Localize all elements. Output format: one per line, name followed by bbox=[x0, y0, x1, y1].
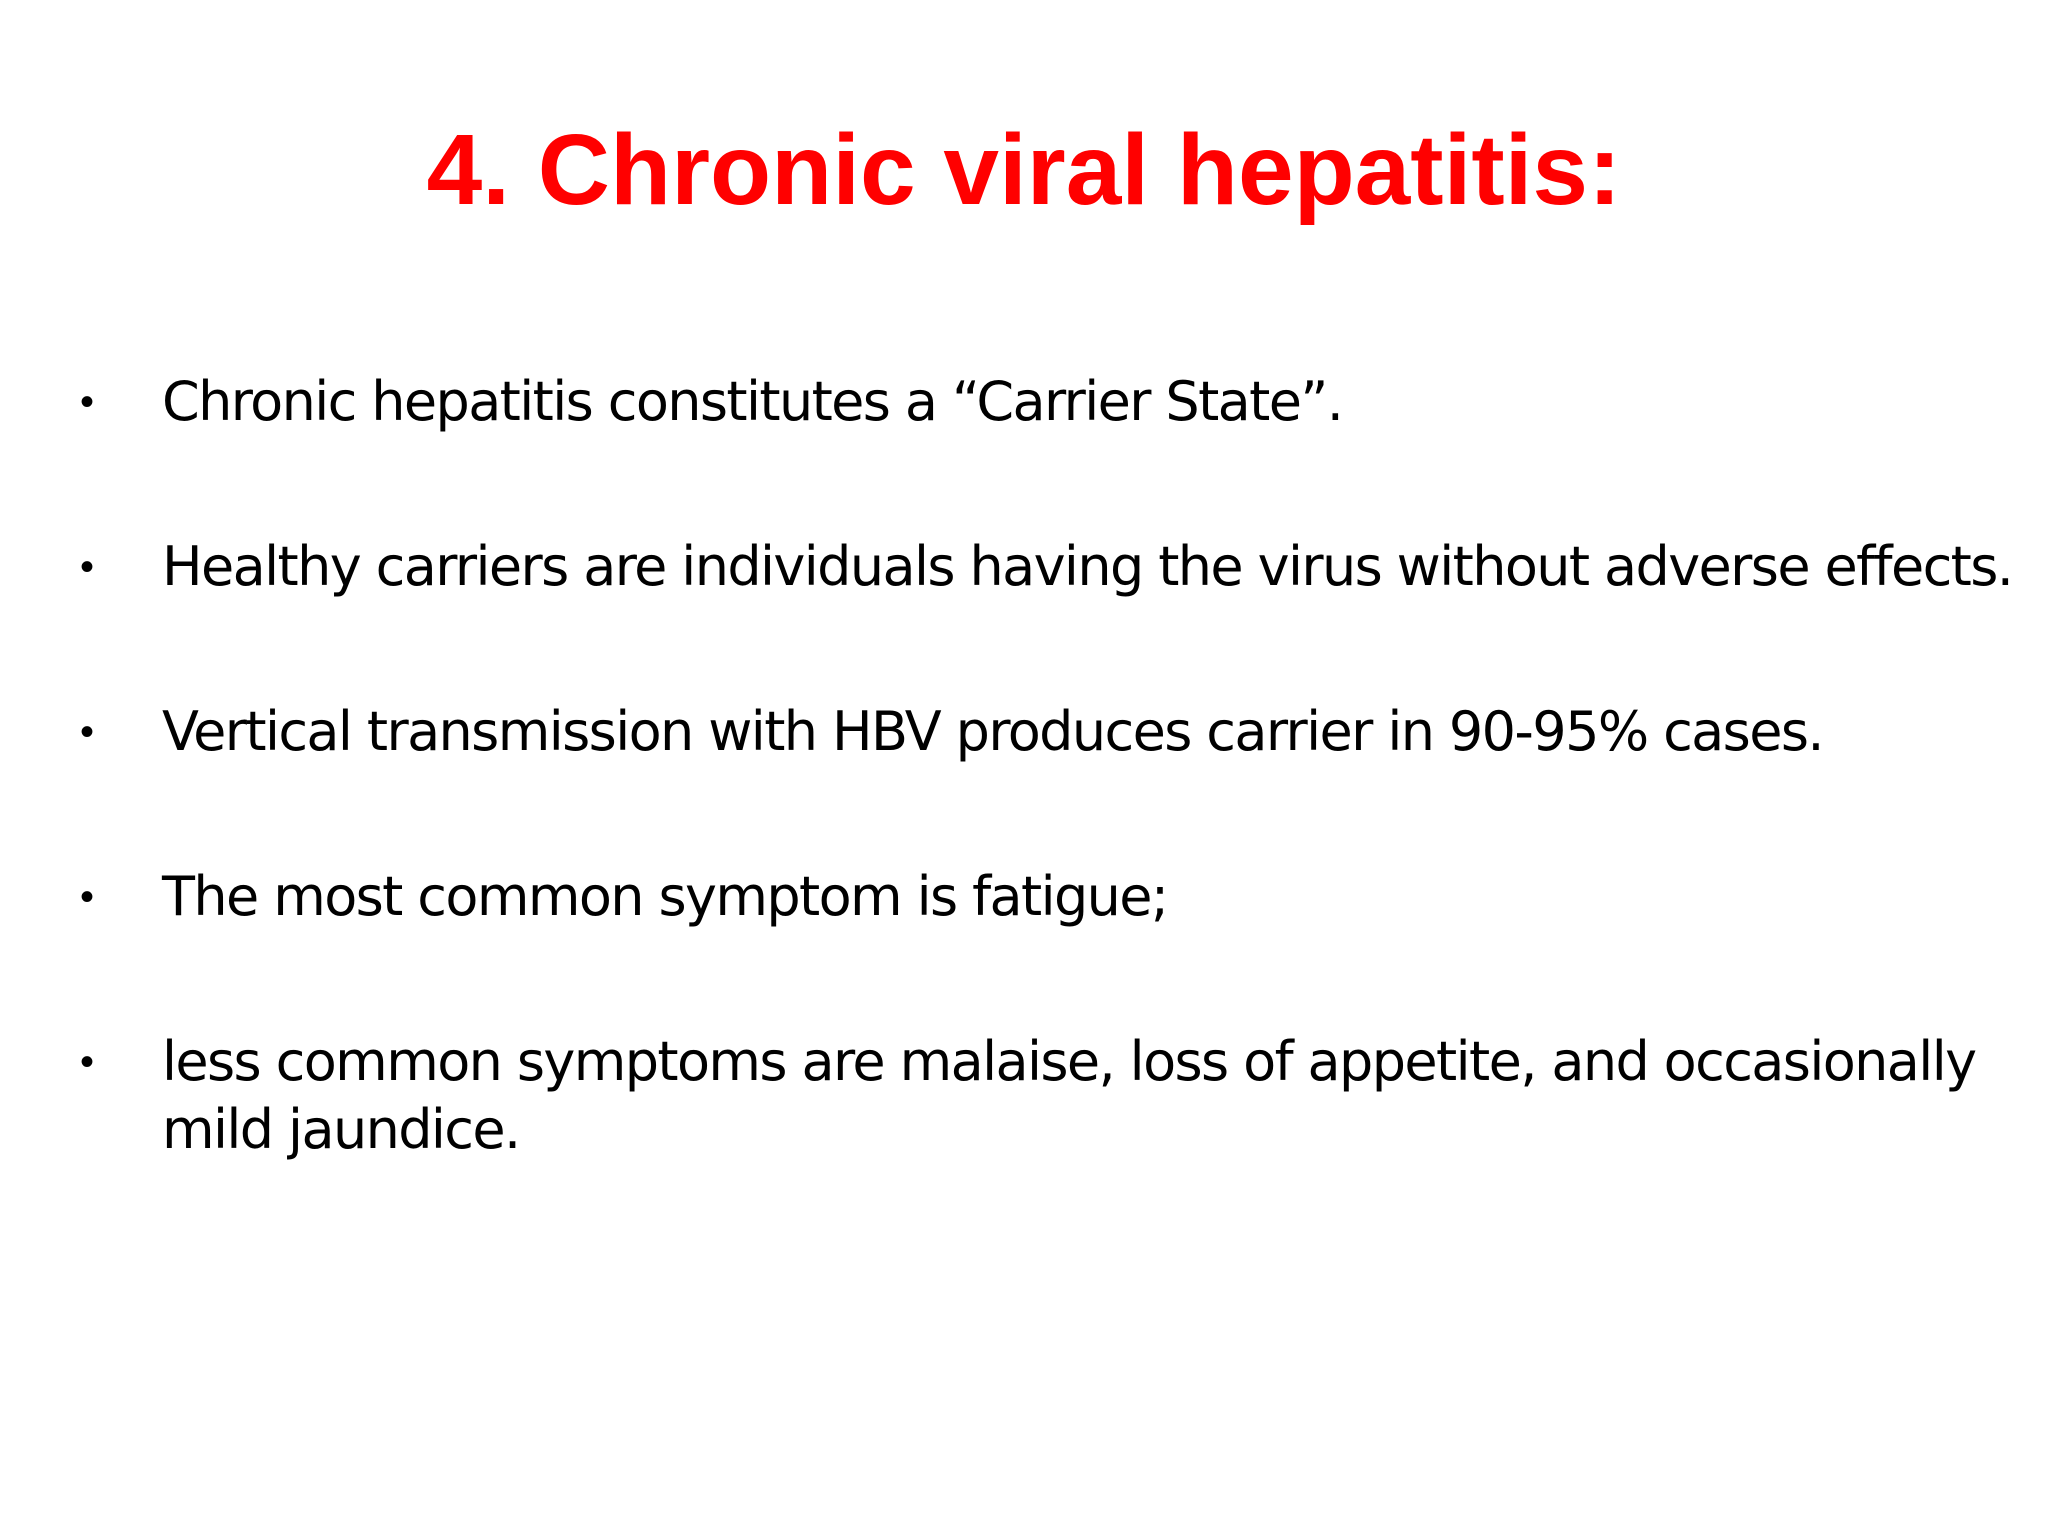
bullet-text: less common symptoms are malaise, loss of appetite, and occasionally mild jaundice. bbox=[162, 1030, 1976, 1161]
bullet-item bbox=[80, 368, 2030, 436]
bullet-dot-icon: • bbox=[80, 380, 95, 424]
bullet-item bbox=[80, 863, 2030, 931]
bullet-item bbox=[80, 533, 2030, 601]
bullet-text: Chronic hepatitis constitutes a “Carrier State”. bbox=[162, 370, 1343, 433]
bullet-item bbox=[80, 698, 2030, 766]
bullet-dot-icon: • bbox=[80, 1040, 95, 1084]
bullet-dot-icon: • bbox=[80, 545, 95, 589]
bullet-dot-icon: • bbox=[80, 710, 95, 754]
slide-title: 4. Chronic viral hepatitis: bbox=[426, 114, 1622, 226]
bullet-item bbox=[80, 1028, 2030, 1164]
bullet-text: The most common symptom is fatigue; bbox=[162, 865, 1168, 928]
bullet-text: Healthy carriers are individuals having the virus without adverse effects. bbox=[162, 535, 2013, 598]
bullet-text: Vertical transmission with HBV produces carrier in 90-95% cases. bbox=[162, 700, 1823, 763]
bullet-dot-icon: • bbox=[80, 875, 95, 919]
